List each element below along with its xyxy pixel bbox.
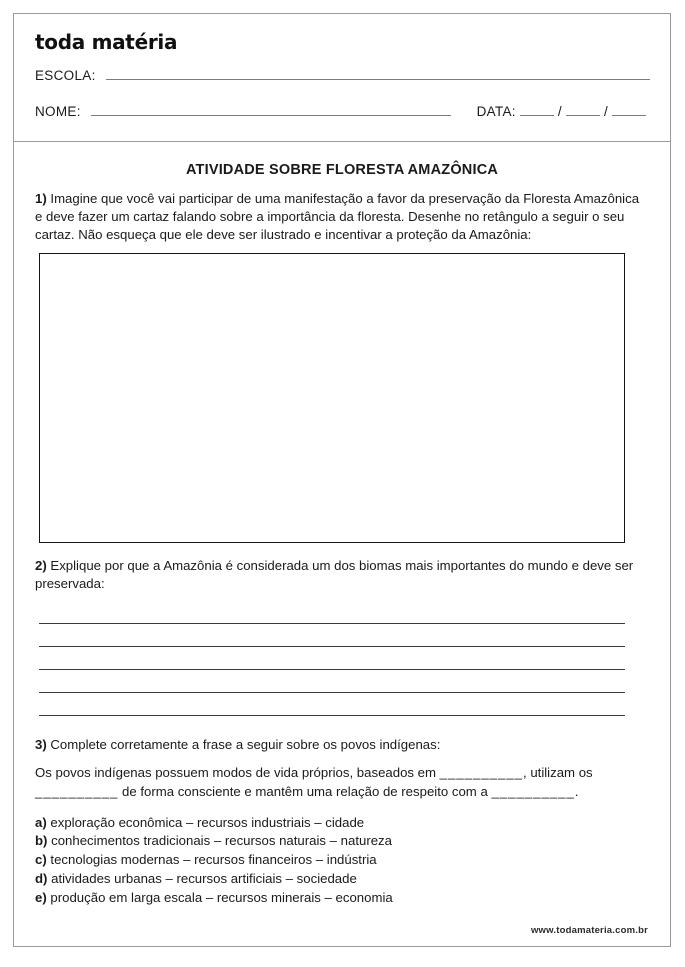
fill-in-the-blank-sentence [35,763,649,801]
option-c-letter: c) [35,852,47,868]
question-3-number: 3) [35,737,47,753]
fill-part-3: de forma consciente e mantêm uma relação de respeito com a [118,784,492,800]
date-separator-1: / [557,104,562,119]
option-d[interactable] [35,870,649,889]
question-1-number: 1) [35,191,47,206]
option-e[interactable] [35,889,649,908]
date-field-group [477,104,650,119]
date-label: DATA: [476,104,516,119]
option-b-letter: b) [35,833,48,849]
date-month-input[interactable] [566,104,600,116]
answer-line[interactable] [39,624,625,647]
question-1 [35,190,649,245]
option-e-letter: e) [35,889,47,905]
option-b-text: conhecimentos tradicionais – recursos naturais – natureza [51,833,392,849]
option-c-text: tecnologias modernas – recursos financeiros – indústria [50,852,377,868]
question-2-text: Explique por que a Amazônia é considerada um dos biomas mais importantes do mundo e deve ser preservada: [35,557,634,591]
school-field-row [35,68,650,83]
answer-line[interactable] [39,670,625,693]
worksheet-content [14,142,670,907]
answer-line[interactable] [39,601,625,624]
fill-blank-1[interactable]: __________ [439,765,523,781]
date-day-input[interactable] [520,104,554,116]
question-1-text: Imagine que você vai participar de uma manifestação a favor da preservação da Floresta Amazônica e deve fazer um cartaz falando sobre a importância da floresta. Desenhe no retângulo a seguir o seu cartaz. Não esqueça que ele deve ser ilustrado e incentivar a proteção da Amazônia: [35,191,640,243]
question-2-block [35,557,649,716]
answer-lines [39,601,625,716]
option-e-text: produção em larga escala – recursos minerais – economia [50,889,393,905]
option-b[interactable] [35,832,649,851]
answer-line[interactable] [39,693,625,716]
drawing-area[interactable] [39,253,625,543]
fill-blank-3[interactable]: __________ [491,784,575,800]
question-2 [35,557,649,593]
worksheet-page [13,13,671,947]
school-label: ESCOLA: [35,68,96,83]
footer-url: www.todamateria.com.br [530,925,648,936]
fill-part-1: Os povos indígenas possuem modos de vida próprios, baseados em [35,765,440,781]
option-c[interactable] [35,851,649,870]
question-2-number: 2) [35,557,47,573]
question-3 [35,736,649,754]
question-3-block [35,736,649,907]
fill-part-4: . [574,784,579,800]
name-field-row [35,104,650,119]
option-a[interactable] [35,814,649,833]
name-input-line[interactable] [91,104,451,116]
answer-line[interactable] [39,647,625,670]
brand-logo: toda matéria [35,30,178,54]
date-year-input[interactable] [612,104,646,116]
question-3-text: Complete corretamente a frase a seguir sobre os povos indígenas: [50,737,441,753]
school-input-line[interactable] [106,68,650,80]
worksheet-header [14,14,670,142]
date-separator-2: / [603,104,608,119]
answer-options [35,814,649,908]
name-label: NOME: [35,104,81,119]
page-title: ATIVIDADE SOBRE FLORESTA AMAZÔNICA [185,162,499,178]
option-d-letter: d) [35,870,48,886]
option-a-text: exploração econômica – recursos industriais – cidade [50,814,365,830]
fill-part-2: , utilizam os [523,765,593,781]
fill-blank-2[interactable]: __________ [35,784,119,800]
option-d-text: atividades urbanas – recursos artificiais – sociedade [51,870,357,886]
option-a-letter: a) [35,814,47,830]
